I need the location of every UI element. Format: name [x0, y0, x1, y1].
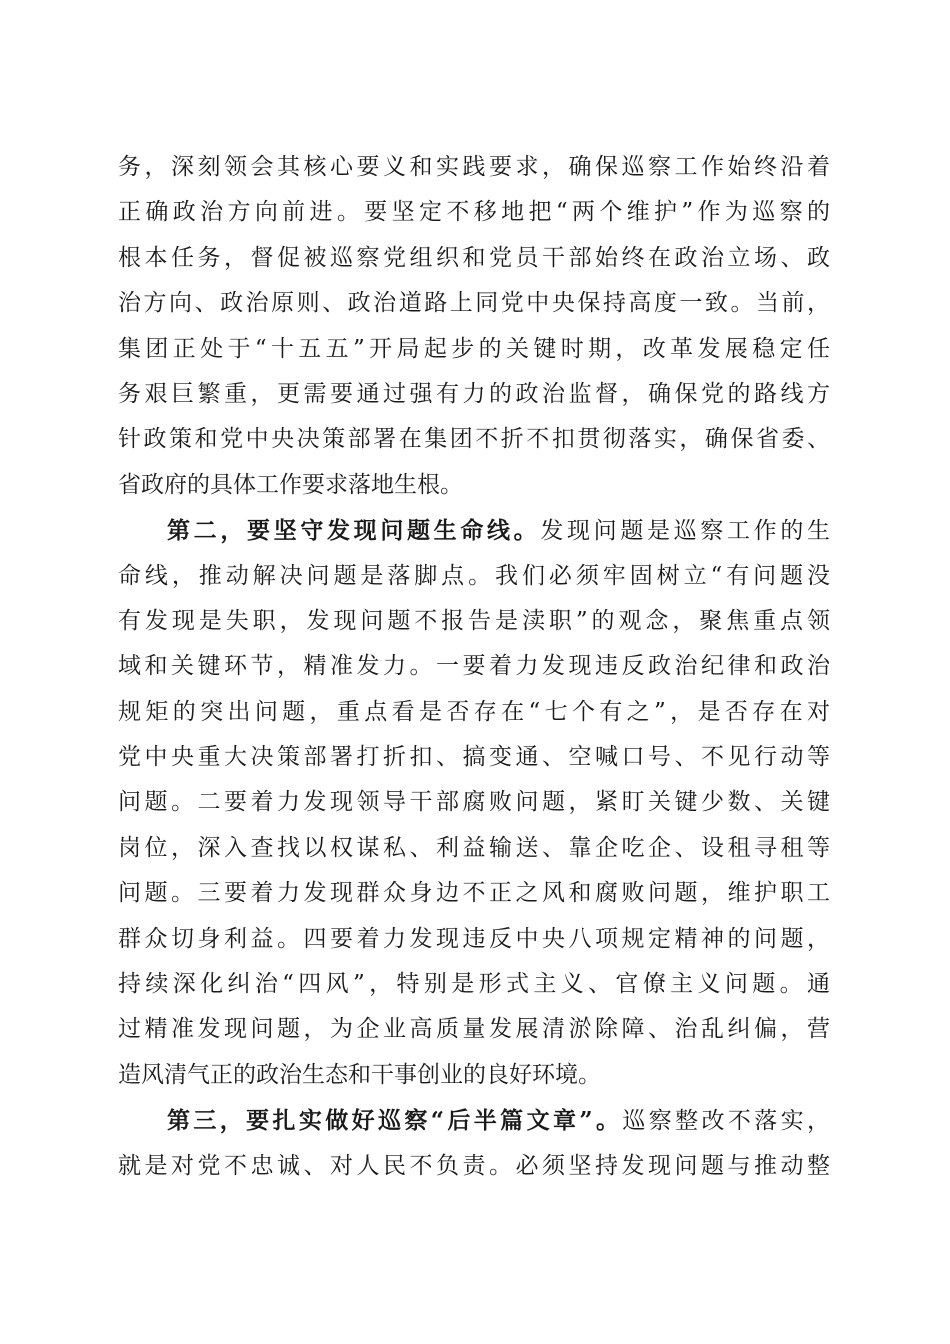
text-line-22: 巡察整改不落实，: [622, 1108, 830, 1135]
text-line-21: 造风清气正的政治生态和干事创业的良好环境。: [118, 1061, 601, 1088]
paragraph-3-first-line: [118, 1098, 830, 1143]
text-line-8: 省政府的具体工作要求落地生根。: [118, 471, 463, 498]
text-line-2: 正确政治方向前进。要坚定不移地把“两个维护”作为巡察的: [118, 199, 830, 226]
body-text: [118, 145, 830, 1189]
text-line-20: 过精准发现问题，为企业高质量发展清淤除障、治乱纠偏，营: [118, 1016, 830, 1043]
text-line-7: 针政策和党中央决策部署在集团不折不扣贯彻落实，确保省委、: [118, 426, 830, 453]
text-line-6: 务艰巨繁重，更需要通过强有力的政治监督，确保党的路线方: [118, 380, 830, 407]
paragraph-2-first-line: [118, 508, 830, 553]
text-line-9: 发现问题是巡察工作的生: [540, 518, 830, 545]
text-line-15: 问题。二要着力发现领导干部腐败问题，紧盯关键少数、关键: [118, 789, 830, 816]
text-line-14: 党中央重大决策部署打折扣、搞变通、空喊口号、不见行动等: [118, 744, 830, 771]
text-line-16: 岗位，深入查找以权谋私、利益输送、靠企吃企、设租寻租等: [118, 834, 830, 861]
text-line-13: 规矩的突出问题，重点看是否存在“七个有之”，是否存在对: [118, 698, 830, 725]
text-line-12: 域和关键环节，精准发力。一要着力发现违反政治纪律和政治: [118, 653, 830, 680]
text-line-10: 命线，推动解决问题是落脚点。我们必须牢固树立“有问题没: [118, 562, 830, 589]
section-heading-2: 第二，要坚守发现问题生命线。: [167, 517, 541, 545]
text-line-19: 持续深化纠治“四风”，特别是形式主义、官僚主义问题。通: [118, 971, 830, 998]
text-line-17: 问题。三要着力发现群众身边不正之风和腐败问题，维护职工: [118, 880, 830, 907]
text-line-11: 有发现是失职，发现问题不报告是渎职”的观念，聚焦重点领: [118, 607, 830, 634]
text-line-1: 务，深刻领会其核心要义和实践要求，确保巡察工作始终沿着: [118, 154, 830, 180]
text-line-4: 治方向、政治原则、政治道路上同党中央保持高度一致。当前，: [118, 290, 830, 317]
text-line-18: 群众切身利益。四要着力发现违反中央八项规定精神的问题，: [118, 925, 830, 952]
text-line-23: 就是对党不忠诚、对人民不负责。必须坚持发现问题与推动整: [118, 1152, 830, 1179]
section-heading-3: 第三，要扎实做好巡察“后半篇文章”。: [167, 1107, 623, 1135]
text-line-3: 根本任务，督促被巡察党组织和党员干部始终在政治立场、政: [118, 244, 830, 271]
text-line-5: 集团正处于“十五五”开局起步的关键时期，改革发展稳定任: [118, 335, 830, 362]
